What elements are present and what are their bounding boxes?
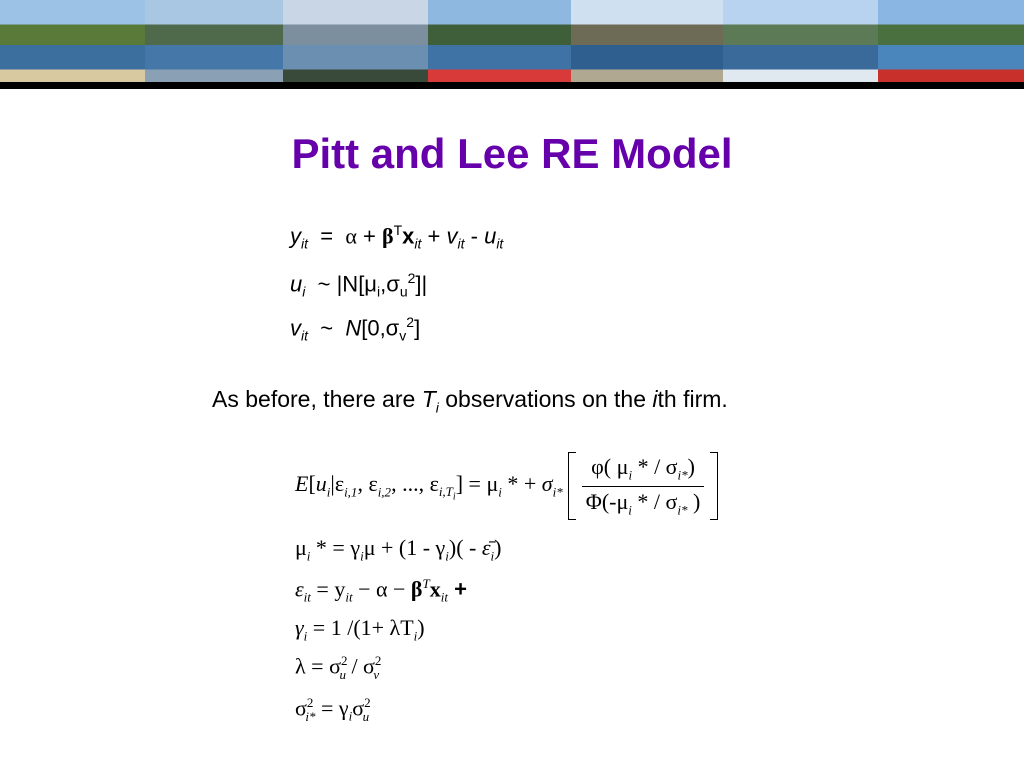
- valley-lake-photo: [723, 0, 878, 82]
- equation-mu-star: $\mu_i$ * = $\gamma_i\mu + (1 - \gamma_i)$( - $\varepsilon̄_i$): [295, 535, 502, 564]
- fraction-numerator: φ( $\mu_i$ * / $\sigma_{i*}$): [582, 454, 705, 486]
- equation-u-distribution: $u_i$ ~ $|N[\mu_i,\sigma_u^2]|$: [290, 270, 428, 300]
- lake-bay-photo: [145, 0, 283, 82]
- garden-palms-photo: [428, 0, 571, 82]
- fraction-denominator: $\Phi(-\mu_i$ * / $\sigma_{i*}$ ): [585, 488, 701, 517]
- mountain-lake-photo: [571, 0, 723, 82]
- explanation-sentence: As before, there are $T_i$ observations on the ith firm.: [212, 386, 728, 416]
- lakefront-bench-photo: [878, 0, 1024, 82]
- right-bracket: [710, 452, 718, 520]
- left-bracket: [568, 452, 576, 520]
- equation-epsilon: $\varepsilon_{it} = y_{it} - \alpha - \beta^Tx_{it}$ +: [295, 576, 467, 605]
- equation-sigma-star: $\sigma^2_{i*} = \gamma_i\sigma^2_u$: [295, 695, 371, 724]
- equation-conditional-expectation: $E[u_i|\varepsilon_{i,1}$, $\varepsilon_{i,2}$, ..., $\varepsilon_{i,T_i}] = \mu_i$ * + $\sigma_{i*}$ $\frac{\varphi( \mu_i * / \sigma_{i*})}{\Phi(-\mu_i * / \sigma_{i*} )}$: [295, 452, 718, 520]
- equation-v-distribution: $v_{it}$ ~ $N[0,\sigma_v^2]$: [290, 314, 421, 344]
- photo-banner: [0, 0, 1024, 82]
- banner-divider: [0, 82, 1024, 89]
- equation-lambda: $\lambda = \sigma^2_u / \sigma^2_v$: [295, 653, 382, 682]
- fraction: [582, 454, 705, 518]
- slide-title: Pitt and Lee RE Model: [291, 130, 733, 177]
- hillside-village-photo: [0, 0, 145, 82]
- equation-gamma: $\gamma_i = 1$ $/(1+ \lambda T_i)$: [295, 615, 425, 644]
- equation-frontier: $y_{it} = \alpha + \beta^Tx_{it} + v_{it} - u_{it}$: [290, 222, 504, 252]
- lakeside-promenade-photo: [283, 0, 428, 82]
